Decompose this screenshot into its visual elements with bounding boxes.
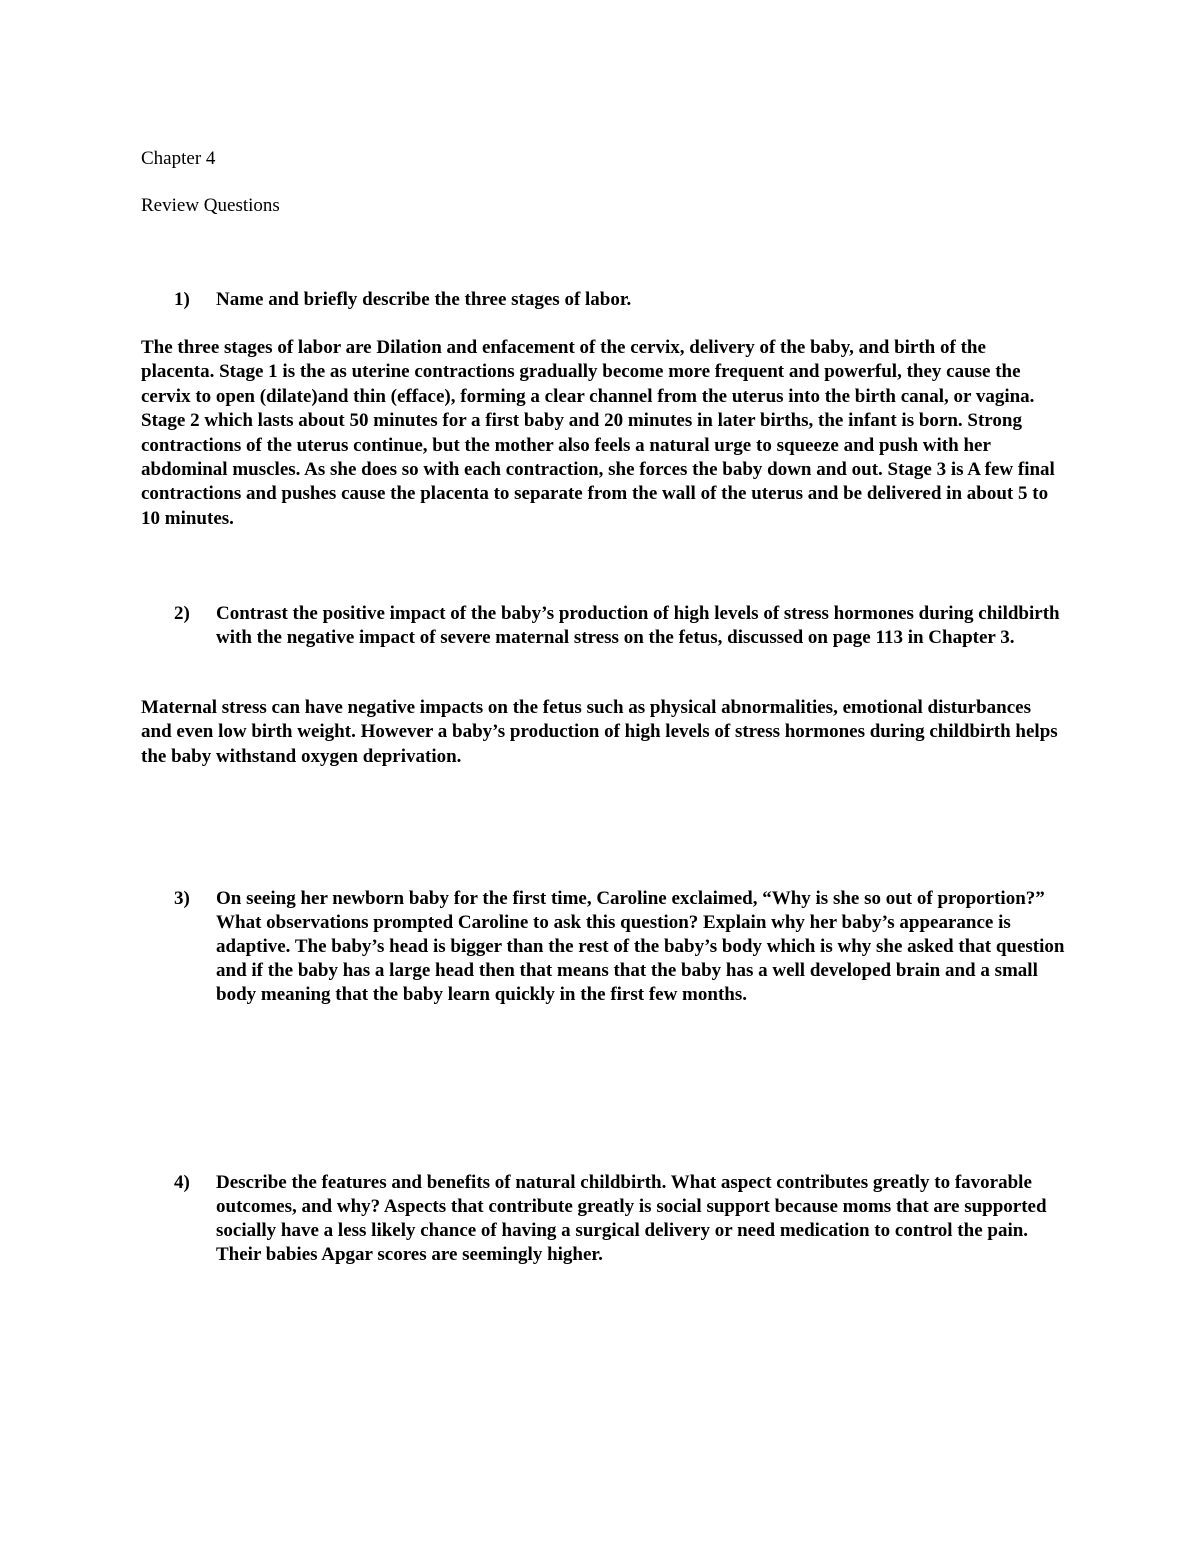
question-number: 1) (174, 289, 190, 310)
question-text: Contrast the positive impact of the baby’s production of high levels of stress hormones during childbirth with the negative impact of severe maternal stress on the fetus, discussed on page 113 in Chapter 3. (216, 603, 1060, 648)
answer-paragraph: The three stages of labor are Dilation and enfacement of the cervix, delivery of the baby, and birth of the placenta. Stage 1 is the as uterine contractions gradually become more frequent and powerful, they cause the cervix to open (dilate)and thin (efface), forming a clear channel from the uterus into the birth canal, or vagina. Stage 2 which lasts about 50 minutes for a first baby and 20 minutes in later births, the infant is born. Strong contractions of the uterus continue, but the mother also feels a natural urge to squeeze and push with her abdominal muscles. As she does so with each contraction, she forces the baby down and out. Stage 3 is A few final contractions and pushes cause the placenta to separate from the wall of the uterus and be delivered in about 5 to 10 minutes. (141, 337, 1055, 529)
question-text: Name and briefly describe the three stages of labor. (216, 289, 632, 310)
question-text: Describe the features and benefits of natural childbirth. What aspect contributes greatly to favorable outcomes, and why? Aspects that contribute greatly is social support because moms that are supported socially have a less likely chance of having a surgical delivery or need medication to control the pain. Their babies Apgar scores are seemingly higher. (216, 1172, 1047, 1265)
answer-paragraph: Maternal stress can have negative impacts on the fetus such as physical abnormalities, emotional disturbances and even low birth weight. However a baby’s production of high levels of stress hormones during childbirth helps the baby withstand oxygen deprivation. (141, 697, 1058, 767)
chapter-title: Chapter 4 (141, 148, 216, 169)
question-number: 3) (174, 888, 190, 909)
question-number: 4) (174, 1172, 190, 1193)
section-subtitle: Review Questions (141, 195, 280, 216)
question-text: On seeing her newborn baby for the first time, Caroline exclaimed, “Why is she so out of proportion?” What observations prompted Caroline to ask this question? Explain why her baby’s appearance is adaptive. The baby’s head is bigger than the rest of the baby’s body which is why she asked that question and if the baby has a large head then that means that the baby has a well developed brain and a small body meaning that the baby learn quickly in the first few months. (216, 888, 1065, 1005)
question-number: 2) (174, 603, 190, 624)
